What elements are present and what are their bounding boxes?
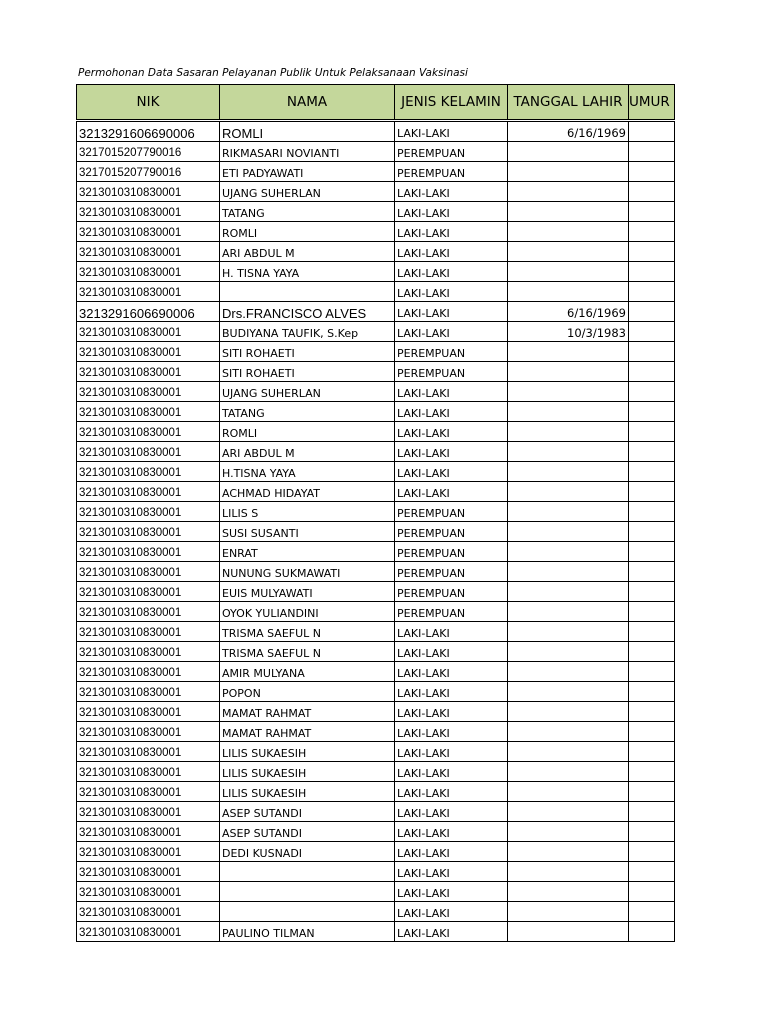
cell-jenis-kelamin: LAKI-LAKI: [395, 662, 508, 682]
table-row: [77, 162, 675, 182]
cell-nama: BUDIYANA TAUFIK, S.Kep: [220, 322, 395, 342]
cell-umur: [629, 682, 675, 702]
cell-nama: TATANG: [220, 202, 395, 222]
column-header-nama: NAMA: [220, 85, 395, 121]
cell-tanggal-lahir: [508, 662, 629, 682]
cell-nik: 3213291606690006: [77, 121, 220, 142]
cell-umur: [629, 822, 675, 842]
cell-umur: [629, 422, 675, 442]
table-row: [77, 762, 675, 782]
cell-tanggal-lahir: [508, 142, 629, 162]
cell-tanggal-lahir: [508, 602, 629, 622]
cell-tanggal-lahir: [508, 822, 629, 842]
cell-nik: 3213010310830001: [77, 802, 220, 822]
cell-tanggal-lahir: [508, 522, 629, 542]
table-row: [77, 282, 675, 302]
cell-nama: ETI PADYAWATI: [220, 162, 395, 182]
cell-tanggal-lahir: 6/16/1969: [508, 121, 629, 142]
table-row: [77, 182, 675, 202]
table-row: [77, 542, 675, 562]
cell-tanggal-lahir: [508, 402, 629, 422]
table-row: [77, 842, 675, 862]
cell-tanggal-lahir: [508, 802, 629, 822]
cell-nama: NUNUNG SUKMAWATI: [220, 562, 395, 582]
cell-tanggal-lahir: [508, 742, 629, 762]
cell-umur: [629, 342, 675, 362]
cell-nama: ROMLI: [220, 422, 395, 442]
cell-umur: [629, 382, 675, 402]
cell-nik: 3217015207790016: [77, 142, 220, 162]
cell-nama: MAMAT RAHMAT: [220, 722, 395, 742]
cell-umur: [629, 502, 675, 522]
cell-umur: [629, 302, 675, 322]
cell-jenis-kelamin: LAKI-LAKI: [395, 482, 508, 502]
cell-nik: 3213010310830001: [77, 762, 220, 782]
cell-nik: 3213010310830001: [77, 582, 220, 602]
cell-nik: 3213010310830001: [77, 242, 220, 262]
cell-tanggal-lahir: [508, 782, 629, 802]
cell-jenis-kelamin: LAKI-LAKI: [395, 742, 508, 762]
cell-nik: 3213010310830001: [77, 922, 220, 942]
cell-nama: ARI ABDUL M: [220, 442, 395, 462]
cell-nama: UJANG SUHERLAN: [220, 382, 395, 402]
cell-nama: LILIS SUKAESIH: [220, 762, 395, 782]
cell-jenis-kelamin: PEREMPUAN: [395, 542, 508, 562]
table-row: [77, 702, 675, 722]
cell-tanggal-lahir: [508, 762, 629, 782]
cell-nik: 3213010310830001: [77, 222, 220, 242]
cell-umur: [629, 522, 675, 542]
table-row: [77, 782, 675, 802]
cell-nik: 3213010310830001: [77, 382, 220, 402]
table-row: [77, 722, 675, 742]
cell-tanggal-lahir: [508, 242, 629, 262]
cell-nik: 3213010310830001: [77, 562, 220, 582]
cell-jenis-kelamin: LAKI-LAKI: [395, 642, 508, 662]
cell-umur: [629, 182, 675, 202]
cell-nama: ASEP SUTANDI: [220, 802, 395, 822]
column-header-umur: UMUR: [629, 85, 675, 121]
table-row: [77, 322, 675, 342]
cell-jenis-kelamin: LAKI-LAKI: [395, 702, 508, 722]
cell-nik: 3213010310830001: [77, 322, 220, 342]
cell-umur: [629, 162, 675, 182]
cell-tanggal-lahir: [508, 382, 629, 402]
table-row: [77, 402, 675, 422]
cell-nama: AMIR MULYANA: [220, 662, 395, 682]
cell-nama: RIKMASARI NOVIANTI: [220, 142, 395, 162]
cell-nama: SITI ROHAETI: [220, 362, 395, 382]
cell-nama: ASEP SUTANDI: [220, 822, 395, 842]
cell-jenis-kelamin: LAKI-LAKI: [395, 842, 508, 862]
cell-tanggal-lahir: [508, 882, 629, 902]
cell-nik: 3213010310830001: [77, 622, 220, 642]
cell-tanggal-lahir: [508, 162, 629, 182]
cell-nama: ENRAT: [220, 542, 395, 562]
cell-tanggal-lahir: [508, 342, 629, 362]
cell-umur: [629, 842, 675, 862]
cell-umur: [629, 542, 675, 562]
cell-umur: [629, 782, 675, 802]
cell-nama: TRISMA SAEFUL N: [220, 622, 395, 642]
cell-umur: [629, 362, 675, 382]
cell-jenis-kelamin: LAKI-LAKI: [395, 322, 508, 342]
cell-nik: 3213010310830001: [77, 882, 220, 902]
cell-nama: TATANG: [220, 402, 395, 422]
cell-tanggal-lahir: [508, 182, 629, 202]
cell-tanggal-lahir: [508, 422, 629, 442]
cell-nama: ROMLI: [220, 121, 395, 142]
cell-jenis-kelamin: LAKI-LAKI: [395, 802, 508, 822]
cell-nik: 3213010310830001: [77, 682, 220, 702]
cell-nama: MAMAT RAHMAT: [220, 702, 395, 722]
cell-jenis-kelamin: PEREMPUAN: [395, 342, 508, 362]
cell-umur: [629, 922, 675, 942]
cell-tanggal-lahir: [508, 582, 629, 602]
cell-nama: EUIS MULYAWATI: [220, 582, 395, 602]
cell-jenis-kelamin: PEREMPUAN: [395, 522, 508, 542]
cell-tanggal-lahir: [508, 202, 629, 222]
table-row: [77, 342, 675, 362]
cell-jenis-kelamin: LAKI-LAKI: [395, 262, 508, 282]
cell-tanggal-lahir: [508, 622, 629, 642]
cell-jenis-kelamin: LAKI-LAKI: [395, 902, 508, 922]
cell-umur: [629, 622, 675, 642]
cell-jenis-kelamin: LAKI-LAKI: [395, 302, 508, 322]
cell-jenis-kelamin: LAKI-LAKI: [395, 462, 508, 482]
cell-umur: [629, 702, 675, 722]
cell-nama: PAULINO TILMAN: [220, 922, 395, 942]
table-row: [77, 222, 675, 242]
table-row: [77, 482, 675, 502]
table-row: [77, 382, 675, 402]
cell-jenis-kelamin: LAKI-LAKI: [395, 382, 508, 402]
cell-jenis-kelamin: LAKI-LAKI: [395, 242, 508, 262]
cell-tanggal-lahir: [508, 722, 629, 742]
cell-nik: 3213010310830001: [77, 522, 220, 542]
cell-jenis-kelamin: LAKI-LAKI: [395, 442, 508, 462]
cell-nik: 3213010310830001: [77, 542, 220, 562]
cell-nama: ROMLI: [220, 222, 395, 242]
cell-nama: DEDI KUSNADI: [220, 842, 395, 862]
cell-nama: [220, 282, 395, 302]
cell-nik: 3213010310830001: [77, 902, 220, 922]
table-row: [77, 522, 675, 542]
cell-jenis-kelamin: LAKI-LAKI: [395, 862, 508, 882]
table-row: [77, 242, 675, 262]
table-row: [77, 462, 675, 482]
table-row: [77, 121, 675, 142]
cell-nama: [220, 902, 395, 922]
cell-tanggal-lahir: [508, 482, 629, 502]
table-row: [77, 562, 675, 582]
cell-umur: [629, 862, 675, 882]
cell-nama: POPON: [220, 682, 395, 702]
cell-nama: UJANG SUHERLAN: [220, 182, 395, 202]
cell-nik: 3213010310830001: [77, 182, 220, 202]
cell-nik: 3213010310830001: [77, 602, 220, 622]
cell-nik: 3213010310830001: [77, 282, 220, 302]
cell-umur: [629, 582, 675, 602]
table-row: [77, 202, 675, 222]
cell-umur: [629, 802, 675, 822]
table-row: [77, 422, 675, 442]
cell-nama: LILIS SUKAESIH: [220, 782, 395, 802]
cell-tanggal-lahir: [508, 262, 629, 282]
cell-nama: SITI ROHAETI: [220, 342, 395, 362]
cell-jenis-kelamin: PEREMPUAN: [395, 562, 508, 582]
cell-nik: 3213291606690006: [77, 302, 220, 322]
table-row: [77, 922, 675, 942]
cell-umur: [629, 762, 675, 782]
table-header-row: [77, 85, 675, 121]
cell-nik: 3213010310830001: [77, 422, 220, 442]
column-header-tanggal-lahir: TANGGAL LAHIR: [508, 85, 629, 121]
cell-nama: [220, 882, 395, 902]
cell-jenis-kelamin: LAKI-LAKI: [395, 822, 508, 842]
cell-tanggal-lahir: [508, 682, 629, 702]
cell-jenis-kelamin: PEREMPUAN: [395, 582, 508, 602]
table-row: [77, 602, 675, 622]
cell-tanggal-lahir: [508, 862, 629, 882]
cell-umur: [629, 602, 675, 622]
table-row: [77, 262, 675, 282]
table-row: [77, 682, 675, 702]
cell-umur: [629, 242, 675, 262]
cell-nik: 3213010310830001: [77, 642, 220, 662]
cell-nik: 3213010310830001: [77, 482, 220, 502]
cell-tanggal-lahir: 6/16/1969: [508, 302, 629, 322]
table-row: [77, 802, 675, 822]
cell-jenis-kelamin: PEREMPUAN: [395, 362, 508, 382]
cell-nik: 3213010310830001: [77, 262, 220, 282]
cell-nik: 3213010310830001: [77, 502, 220, 522]
cell-tanggal-lahir: [508, 362, 629, 382]
cell-nik: 3213010310830001: [77, 362, 220, 382]
cell-tanggal-lahir: 10/3/1983: [508, 322, 629, 342]
cell-nama: SUSI SUSANTI: [220, 522, 395, 542]
cell-jenis-kelamin: PEREMPUAN: [395, 602, 508, 622]
cell-umur: [629, 442, 675, 462]
cell-nik: 3213010310830001: [77, 662, 220, 682]
cell-umur: [629, 482, 675, 502]
cell-umur: [629, 662, 675, 682]
cell-tanggal-lahir: [508, 922, 629, 942]
cell-umur: [629, 562, 675, 582]
table-row: [77, 882, 675, 902]
cell-nik: 3213010310830001: [77, 722, 220, 742]
table-row: [77, 622, 675, 642]
table-row: [77, 142, 675, 162]
table-row: [77, 822, 675, 842]
cell-umur: [629, 722, 675, 742]
cell-nama: TRISMA SAEFUL N: [220, 642, 395, 662]
cell-jenis-kelamin: PEREMPUAN: [395, 142, 508, 162]
cell-umur: [629, 742, 675, 762]
cell-umur: [629, 121, 675, 142]
cell-tanggal-lahir: [508, 282, 629, 302]
table-row: [77, 662, 675, 682]
cell-jenis-kelamin: LAKI-LAKI: [395, 121, 508, 142]
cell-tanggal-lahir: [508, 702, 629, 722]
table-row: [77, 362, 675, 382]
cell-tanggal-lahir: [508, 222, 629, 242]
cell-nama: H.TISNA YAYA: [220, 462, 395, 482]
cell-umur: [629, 642, 675, 662]
table-row: [77, 642, 675, 662]
cell-jenis-kelamin: PEREMPUAN: [395, 162, 508, 182]
cell-umur: [629, 282, 675, 302]
cell-jenis-kelamin: LAKI-LAKI: [395, 882, 508, 902]
cell-tanggal-lahir: [508, 842, 629, 862]
cell-tanggal-lahir: [508, 502, 629, 522]
cell-umur: [629, 202, 675, 222]
cell-jenis-kelamin: LAKI-LAKI: [395, 282, 508, 302]
cell-nik: 3213010310830001: [77, 442, 220, 462]
cell-jenis-kelamin: LAKI-LAKI: [395, 202, 508, 222]
cell-nik: 3213010310830001: [77, 742, 220, 762]
cell-nik: 3213010310830001: [77, 402, 220, 422]
cell-umur: [629, 262, 675, 282]
table-row: [77, 862, 675, 882]
cell-jenis-kelamin: LAKI-LAKI: [395, 682, 508, 702]
cell-nik: 3213010310830001: [77, 462, 220, 482]
table-row: [77, 582, 675, 602]
cell-nik: 3213010310830001: [77, 822, 220, 842]
cell-jenis-kelamin: LAKI-LAKI: [395, 182, 508, 202]
cell-nik: 3217015207790016: [77, 162, 220, 182]
column-header-jenis-kelamin: JENIS KELAMIN: [395, 85, 508, 121]
cell-jenis-kelamin: LAKI-LAKI: [395, 222, 508, 242]
cell-nama: H. TISNA YAYA: [220, 262, 395, 282]
cell-nama: OYOK YULIANDINI: [220, 602, 395, 622]
vaccination-data-table: [76, 84, 675, 942]
cell-nama: LILIS S: [220, 502, 395, 522]
cell-jenis-kelamin: LAKI-LAKI: [395, 922, 508, 942]
cell-tanggal-lahir: [508, 542, 629, 562]
cell-umur: [629, 322, 675, 342]
cell-nama: [220, 862, 395, 882]
cell-tanggal-lahir: [508, 902, 629, 922]
cell-nama: ACHMAD HIDAYAT: [220, 482, 395, 502]
cell-tanggal-lahir: [508, 442, 629, 462]
cell-jenis-kelamin: LAKI-LAKI: [395, 422, 508, 442]
cell-jenis-kelamin: LAKI-LAKI: [395, 722, 508, 742]
document-caption: Permohonan Data Sasaran Pelayanan Publik Untuk Pelaksanaan Vaksinasi: [78, 67, 468, 79]
cell-umur: [629, 142, 675, 162]
cell-nik: 3213010310830001: [77, 842, 220, 862]
cell-nama: ARI ABDUL M: [220, 242, 395, 262]
cell-umur: [629, 462, 675, 482]
cell-nik: 3213010310830001: [77, 342, 220, 362]
cell-nik: 3213010310830001: [77, 702, 220, 722]
cell-umur: [629, 222, 675, 242]
cell-jenis-kelamin: PEREMPUAN: [395, 502, 508, 522]
cell-jenis-kelamin: LAKI-LAKI: [395, 622, 508, 642]
cell-umur: [629, 902, 675, 922]
cell-tanggal-lahir: [508, 642, 629, 662]
cell-jenis-kelamin: LAKI-LAKI: [395, 402, 508, 422]
cell-nama: Drs.FRANCISCO ALVES: [220, 302, 395, 322]
cell-nama: LILIS SUKAESIH: [220, 742, 395, 762]
cell-umur: [629, 882, 675, 902]
cell-umur: [629, 402, 675, 422]
table-row: [77, 902, 675, 922]
cell-nik: 3213010310830001: [77, 782, 220, 802]
table-row: [77, 442, 675, 462]
column-header-nik: NIK: [77, 85, 220, 121]
cell-nik: 3213010310830001: [77, 862, 220, 882]
table-row: [77, 742, 675, 762]
cell-jenis-kelamin: LAKI-LAKI: [395, 782, 508, 802]
table-row: [77, 502, 675, 522]
cell-nik: 3213010310830001: [77, 202, 220, 222]
table-row: [77, 302, 675, 322]
cell-tanggal-lahir: [508, 462, 629, 482]
cell-tanggal-lahir: [508, 562, 629, 582]
cell-jenis-kelamin: LAKI-LAKI: [395, 762, 508, 782]
